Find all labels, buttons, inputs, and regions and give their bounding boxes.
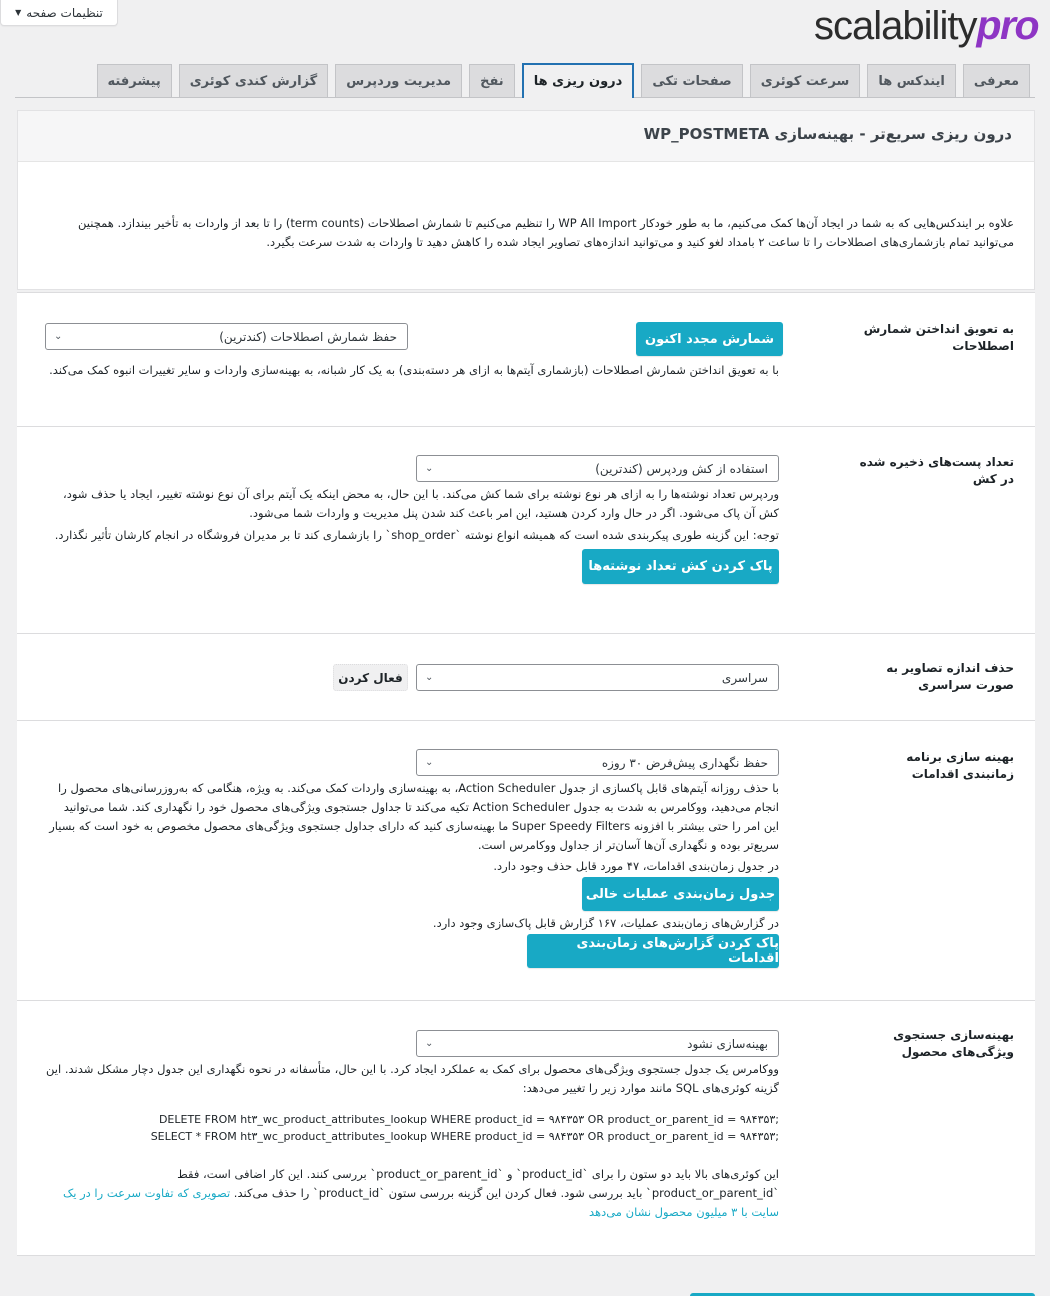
- setting-row-action-scheduler: [17, 720, 1035, 1000]
- tab-indexes[interactable]: ایندکس ها: [867, 64, 956, 97]
- intro-box: [17, 162, 1035, 290]
- tab-intro[interactable]: معرفی: [963, 64, 1030, 97]
- tab-bloat[interactable]: نفخ: [469, 64, 515, 97]
- setting-label: به تعویق انداختن شمارش اصطلاحات: [863, 322, 1014, 353]
- screen-options-label: تنظیمات صفحه: [26, 5, 103, 20]
- panel-header: [17, 110, 1035, 162]
- setting-label: بهینه سازی برنامه زمانبندی اقدامات: [906, 750, 1014, 781]
- sql-example-delete: DELETE FROM ht۳_wc_product_attributes_lookup WHERE product_id = ۹۸۴۳۵۳ OR product_or_parent_id = ۹۸۴۳۵۳;: [158, 1113, 779, 1126]
- attribute-lookup-select[interactable]: [416, 1030, 779, 1057]
- sql-example-select: SELECT * FROM ht۳_wc_product_attributes_lookup WHERE product_id = ۹۸۴۳۵۳ OR product_or_parent_id = ۹۸۴۳۵۳;: [150, 1130, 779, 1143]
- setting-description: ووکامرس یک جدول جستجوی ویژگی‌های محصول برای کمک به عملکرد ایجاد کرد. با این حال، متأسفانه در نحوه نگهداری این جدول دچار مشکل شدند. این گزینه کوئری‌های SQL مانند موارد زیر را تغییر می‌دهد:: [46, 1062, 779, 1095]
- chevron-down-icon: ⌄: [425, 1038, 434, 1049]
- intro-text: علاوه بر ایندکس‌هایی که به شما در ایجاد آن‌ها کمک می‌کنیم، ما به طور خودکار WP All Import را تنظیم می‌کنیم تا شمارش اصطلاحات (term counts) را تا بعد از واردات به تأخیر بیندازد. همچنین می‌توانید تمام بازشماری‌های اصطلاحات را تا ساعت ۲ بامداد لغو کنید و می‌توانید اندازه‌های تصاویر ایجاد شده را کاهش دهید تا واردات به شدت سرعت بگیرد.: [78, 216, 1014, 249]
- setting-row-image-sizes: [17, 633, 1035, 720]
- scalability-pro-logo: [814, 2, 1038, 49]
- screen-options-button[interactable]: [0, 0, 118, 26]
- image-sizes-select[interactable]: [416, 664, 779, 691]
- setting-row-defer-term-counts: [17, 292, 1035, 426]
- setting-note: توجه: این گزینه طوری پیکربندی شده است که همیشه انواع نوشته `shop_order` را بازشماری کند تا بر مدیران فروشگاه در انجام کارشان تأثیر نگذارد.: [54, 528, 779, 542]
- logo-text-bold: pro: [976, 2, 1038, 48]
- setting-description: با به تعویق انداختن شمارش اصطلاحات (بازشماری آیتم‌ها به ازای هر دسته‌بندی) به یک کار شبانه، به بهینه‌سازی واردات و سایر تغییرات انبوه کمک می‌کند.: [49, 363, 779, 377]
- clear-action-scheduler-logs-button[interactable]: پاک کردن گزارش‌های زمان‌بندی اقدامات: [527, 934, 779, 968]
- select-value: بهینه‌سازی نشود: [687, 1036, 768, 1051]
- attribute-lookup-explanation: [45, 1165, 779, 1222]
- select-value: استفاده از کش وردپرس (کندترین): [595, 461, 768, 476]
- empty-action-scheduler-button[interactable]: جدول زمان‌بندی عملیات خالی: [582, 877, 779, 911]
- setting-description: با حذف روزانه آیتم‌های قابل پاکسازی از جدول Action Scheduler، به بهینه‌سازی واردات کمک می‌کند. به ویژه، هنگامی که به‌روزرسانی‌های محصول را انجام می‌دهید، ووکامرس به شدت به جدول Action Scheduler تکیه می‌کند تا جداول جستجوی ویژگی‌های محصول خود را نگهداری کند. شما می‌توانید این امر را حتی بیشتر با افزونه Super Speedy Filters ما بهینه‌سازی کنید که دارای جداول جستجوی ویژگی‌های محصول مخصوص به خود است که بسیار سریع‌تر بوده و نگهداری آن‌ها آسان‌تر از جداول ووکامرس است.: [49, 781, 779, 852]
- select-value: سراسری: [721, 670, 768, 685]
- speed-difference-link[interactable]: تصویری که تفاوت سرعت را در یک سایت با ۳ میلیون محصول نشان می‌دهد: [62, 1186, 779, 1219]
- chevron-down-icon: ⌄: [425, 672, 434, 683]
- chevron-down-icon: ⌄: [425, 757, 434, 768]
- logo-text-light: scalability: [814, 4, 977, 48]
- setting-label: بهینه‌سازی جستجوی ویژگی‌های محصول: [893, 1028, 1014, 1059]
- tab-imports[interactable]: درون ریزی ها: [522, 63, 635, 98]
- select-value: حفظ نگهداری پیش‌فرض ۳۰ روزه: [601, 755, 768, 770]
- panel-title: درون ریزی سریع‌تر - بهینه‌سازی WP_POSTMETA: [643, 125, 1012, 143]
- setting-label: حذف اندازه تصاویر به صورت سراسری: [886, 661, 1014, 692]
- caret-down-icon: ▼: [15, 8, 22, 17]
- action-scheduler-field: [45, 749, 779, 968]
- select-value: حفظ شمارش اصطلاحات (کندترین): [219, 329, 397, 344]
- clear-post-counts-cache-button[interactable]: پاک کردن کش تعداد نوشته‌ها: [582, 549, 779, 584]
- setting-description: وردپرس تعداد نوشته‌ها را به ازای هر نوع نوشته برای شما کش می‌کند. با این حال، به محض اینکه یک آیتم برای آن نوع نوشته تغییر، ایجاد یا حذف شود، کش آن پاک می‌شود. اگر در حال وارد کردن هستید، این امر باعث کند شدن پنل مدیریت و واردات شما می‌شود.: [63, 487, 779, 520]
- explanation-text: این کوئری‌های بالا باید دو ستون را برای `product_id` و `product_or_parent_id` بررسی کنند. این کار اضافی است، فقط `product_or_parent_id` باید بررسی شود. فعال کردن این گزینه بررسی ستون `product_id` را حذف می‌کند.: [177, 1167, 779, 1200]
- tab-single-pages[interactable]: صفحات تکی: [641, 64, 742, 97]
- chevron-down-icon: ⌄: [54, 331, 63, 342]
- defer-term-counts-select[interactable]: [45, 323, 408, 350]
- enable-button[interactable]: فعال کردن: [333, 664, 408, 691]
- chevron-down-icon: ⌄: [425, 463, 434, 474]
- post-counts-cache-select[interactable]: [416, 455, 779, 482]
- action-scheduler-select[interactable]: [416, 749, 779, 776]
- tab-wp-admin[interactable]: مدیریت وردپرس: [335, 64, 462, 97]
- tab-query-speed[interactable]: سرعت کوئری: [750, 64, 861, 97]
- setting-row-attribute-lookup: [17, 1000, 1035, 1256]
- attribute-lookup-field: [45, 1030, 779, 1222]
- tab-advanced[interactable]: پیشرفته: [97, 64, 172, 97]
- post-counts-cache-field: [45, 455, 779, 584]
- setting-row-post-counts-cache: [17, 426, 1035, 633]
- logs-status-text: در گزارش‌های زمان‌بندی عملیات، ۱۶۷ گزارش قابل پاک‌سازی وجود دارد.: [432, 916, 779, 930]
- actions-status-text: در جدول زمان‌بندی اقدامات، ۴۷ مورد قابل حذف وجود دارد.: [493, 859, 779, 873]
- tab-slow-query-log[interactable]: گزارش کندی کوئری: [179, 64, 328, 97]
- recount-now-button[interactable]: شمارش مجدد اکنون: [636, 322, 783, 356]
- settings-tabs: [15, 64, 1035, 98]
- setting-label: تعداد پست‌های ذخیره شده در کش: [859, 455, 1014, 486]
